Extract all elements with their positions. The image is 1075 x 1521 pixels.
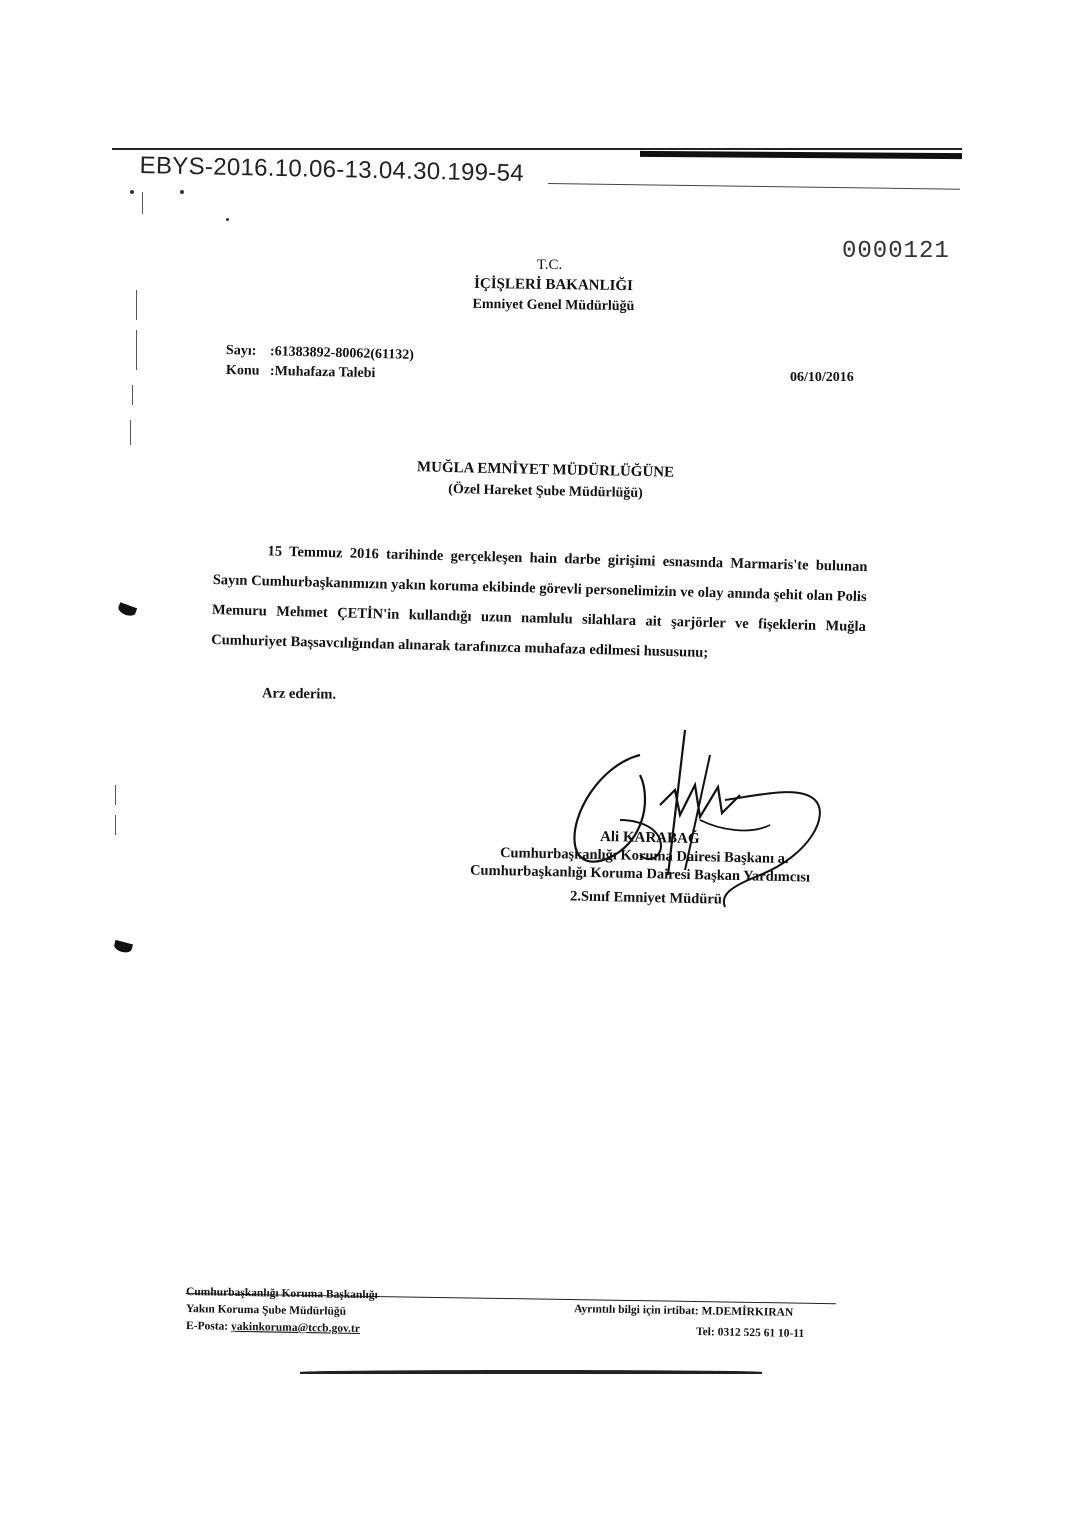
footer-left-line3 (186, 1320, 360, 1335)
document-date: 06/10/2016 (790, 370, 854, 385)
header-directorate: Emniyet Genel Müdürlüğü (472, 296, 635, 315)
scan-speck (130, 190, 134, 194)
signer-title-2: Cumhurbaşkanlığı Koruma Dairesi Başkan Yardımcısı (469, 862, 811, 886)
scan-mark (142, 192, 143, 214)
footer-right-line2: Tel: 0312 525 61 10-11 (695, 1326, 805, 1340)
sayi-value: :61383892-80062(61132) (269, 344, 415, 363)
email-link[interactable]: yakinkoruma@tccb.gov.tr (230, 1320, 361, 1336)
scan-mark (136, 330, 137, 370)
footer-right-line1: Ayrıntılı bilgi için irtibat: M.DEMİRKIRAN (573, 1303, 794, 1319)
scan-speck (226, 218, 229, 221)
sayi-line (226, 343, 414, 364)
addressee-line1: MUĞLA EMNİYET MÜDÜRLÜĞÜNE (416, 459, 675, 481)
document-number: 0000121 (842, 238, 950, 265)
punch-mark (117, 602, 137, 618)
scan-mark (132, 385, 133, 405)
addressee-line2: (Özel Hareket Şube Müdürlüğü) (448, 481, 643, 502)
header-tc: T.C. (536, 257, 563, 273)
footer-left-line1: Cumhurbaşkanlığı Koruma Başkanlığı (185, 1286, 378, 1302)
closing-text: Arz ederim. (261, 685, 337, 703)
signer-title-1: Cumhurbaşkanlığı Koruma Dairesi Başkanı a. (499, 844, 789, 868)
sayi-label: Sayı: (225, 343, 257, 359)
scan-edge (300, 1370, 762, 1374)
scan-mark (130, 420, 131, 445)
signer-name: Ali KARABAĞ (599, 828, 700, 848)
top-rule-thick (640, 151, 962, 159)
konu-label: Konu (225, 363, 260, 379)
top-rule (112, 148, 962, 150)
ebys-code: EBYS-2016.10.06-13.04.30.199-54 (139, 152, 525, 188)
email-label: E-Posta: (185, 1320, 232, 1333)
footer-left-line2: Yakın Koruma Şube Müdürlüğü (185, 1303, 347, 1318)
scan-mark (115, 785, 116, 805)
scan-speck (180, 190, 184, 194)
handwritten-signature (560, 725, 860, 915)
punch-mark (113, 940, 133, 954)
signer-title-3: 2.Sınıf Emniyet Müdürü (569, 888, 723, 908)
body-paragraph: 15 Temmuz 2016 tarihinde gerçekleşen hain darbe girişimi esnasında Marmaris'te bulunan Sayın Cumhurbaşkanımızın yakın koruma ekibinde görevli personelimizin ve olay anında şehit olan Polis Memuru Mehmet ÇETİN'in kullandığı uzun namlulu silahlara ait şarjörler ve fişeklerin Muğla Cumhuriyet Başsavcılığından alınarak tarafınızca muhafaza edilmesi hususunu; (211, 543, 868, 661)
konu-value: :Muhafaza Talebi (269, 363, 376, 382)
ebys-rule (548, 183, 960, 190)
header-ministry: İÇİŞLERİ BAKANLIĞI (473, 275, 634, 295)
konu-line (226, 363, 376, 382)
scan-mark (115, 815, 116, 835)
